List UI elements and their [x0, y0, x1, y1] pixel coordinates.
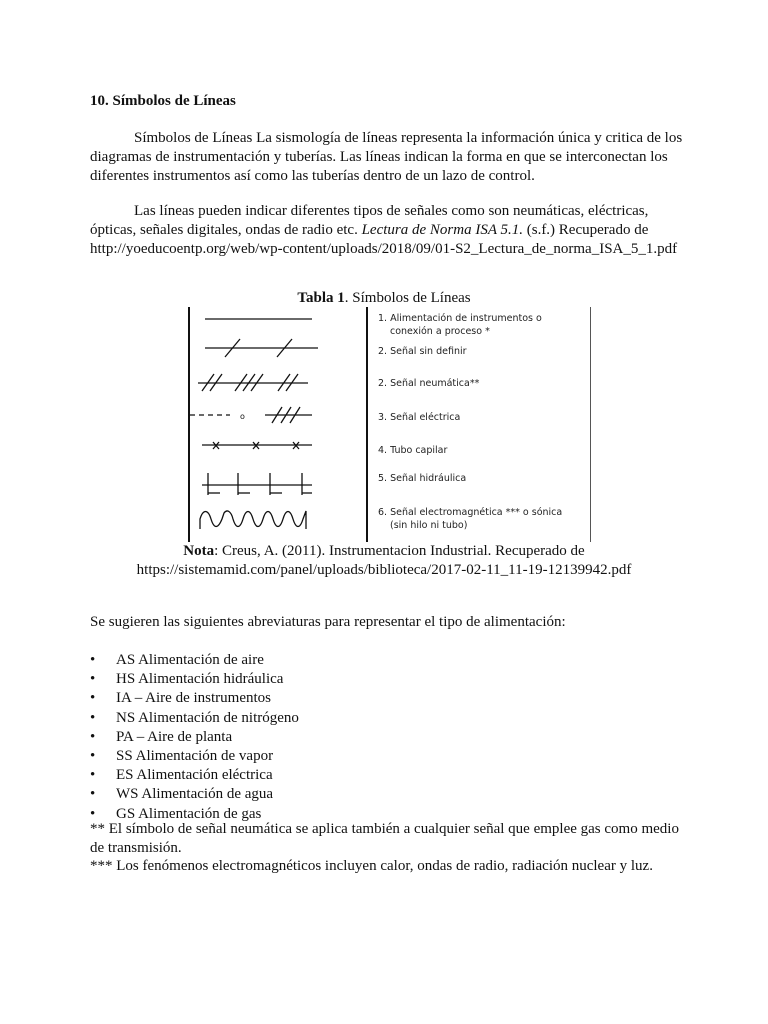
abbreviation-item	[90, 766, 299, 785]
abbreviation-item	[90, 709, 299, 728]
bullet-icon: •	[90, 671, 96, 688]
table-caption	[0, 290, 768, 307]
abbreviation-text: SS Alimentación de vapor	[116, 747, 274, 764]
table-right-border	[590, 307, 591, 542]
abbreviation-text: NS Alimentación de nitrógeno	[116, 709, 299, 726]
abbreviation-text: HS Alimentación hidráulica	[116, 671, 284, 688]
table-row-label-6: 5. Señal hidráulica	[378, 473, 467, 484]
abbreviation-item	[90, 785, 299, 804]
bullet-icon: •	[90, 767, 96, 784]
table-column-divider	[366, 307, 368, 542]
symbol-electric-signal	[190, 407, 312, 423]
paragraph-1	[90, 129, 690, 186]
table-caption-label: Tabla 1	[297, 290, 345, 306]
abbreviation-text: IA – Aire de instrumentos	[116, 690, 271, 707]
bullet-icon: •	[90, 747, 96, 764]
abbreviation-item	[90, 651, 299, 670]
bullet-icon: •	[90, 728, 96, 745]
section-heading: 10. Símbolos de Líneas	[90, 93, 236, 109]
abbreviation-text: AS Alimentación de aire	[116, 652, 264, 668]
bullet-icon: •	[90, 709, 96, 726]
table-caption-title: . Símbolos de Líneas	[344, 290, 471, 306]
table-row-label-3: 2. Señal neumática**	[378, 378, 480, 389]
symbol-undefined-signal	[205, 339, 318, 357]
symbol-pneumatic-signal	[198, 374, 308, 391]
note-url: https://sistemamid.com/panel/uploads/biblioteca/2017-02-11_11-19-12139942.pdf	[136, 562, 632, 578]
abbreviations-list	[90, 651, 299, 824]
abbreviation-item	[90, 747, 299, 766]
abbreviation-item	[90, 670, 299, 689]
paragraph-1-text: Símbolos de Líneas La sismología de líneas representa la información única y critica de los diagramas de instrumentación y tuberías. Las líneas indican la forma en que se interconectan los diferentes instrumentos así como las tuberías dentro de un lazo de control.	[90, 130, 683, 184]
abbreviation-item	[90, 689, 299, 708]
line-symbols-table	[180, 307, 592, 542]
paragraph-2-text: Las líneas pueden indicar diferentes tipos de señales como son neumáticas, eléctricas, ópticas, señales digitales, ondas de radio etc.	[90, 203, 649, 238]
footnote-pneumatic: ** El símbolo de señal neumática se aplica también a cualquier señal que emplee gas como medio de transmisión.	[90, 821, 679, 856]
paragraph-2-italic-ref: Lectura de Norma ISA 5.1.	[361, 222, 523, 238]
abbreviation-text: WS Alimentación de agua	[116, 786, 274, 803]
note-text: : Creus, A. (2011). Instrumentacion Industrial. Recuperado de	[214, 543, 585, 559]
abbreviation-item	[90, 728, 299, 747]
table-row-label-7: 6. Señal electromagnética *** o sónica (sin hilo ni tubo)	[378, 507, 563, 531]
table-row-label-5: 4. Tubo capilar	[378, 445, 448, 456]
abbreviation-text: ES Alimentación eléctrica	[116, 767, 273, 784]
abbreviations-intro: Se sugieren las siguientes abreviaturas para representar el tipo de alimentación:	[90, 614, 566, 630]
bullet-icon: •	[90, 652, 96, 668]
table-row-label-2: 2. Señal sin definir	[378, 346, 467, 357]
table-note	[0, 542, 768, 580]
footnote-electromagnetic: *** Los fenómenos electromagnéticos incluyen calor, ondas de radio, radiación nuclear y luz.	[90, 858, 653, 874]
abbreviation-text: GS Alimentación de gas	[116, 805, 262, 822]
table-row-label-1: 1. Alimentación de instrumentos o conexión a proceso *	[378, 313, 542, 337]
symbol-electromagnetic-signal	[200, 511, 306, 529]
paragraph-2	[90, 202, 690, 259]
abbreviation-text: PA – Aire de planta	[116, 728, 233, 745]
bullet-icon: •	[90, 805, 96, 822]
table-row-label-4: 3. Señal eléctrica	[378, 412, 461, 423]
note-label: Nota	[183, 543, 215, 559]
line-symbols-drawing	[180, 307, 366, 542]
bullet-icon: •	[90, 690, 96, 707]
paragraph-2-reference: (s.f.) Recuperado de http://yoeducoentp.org/web/wp-content/uploads/2018/09/01-S2_Lectura_de_norma_ISA_5_1.pdf	[90, 222, 678, 257]
symbol-capillary-tube	[202, 442, 312, 449]
svg-text:o: o	[240, 412, 245, 421]
bullet-icon: •	[90, 786, 96, 803]
symbol-hydraulic-signal	[202, 473, 312, 495]
